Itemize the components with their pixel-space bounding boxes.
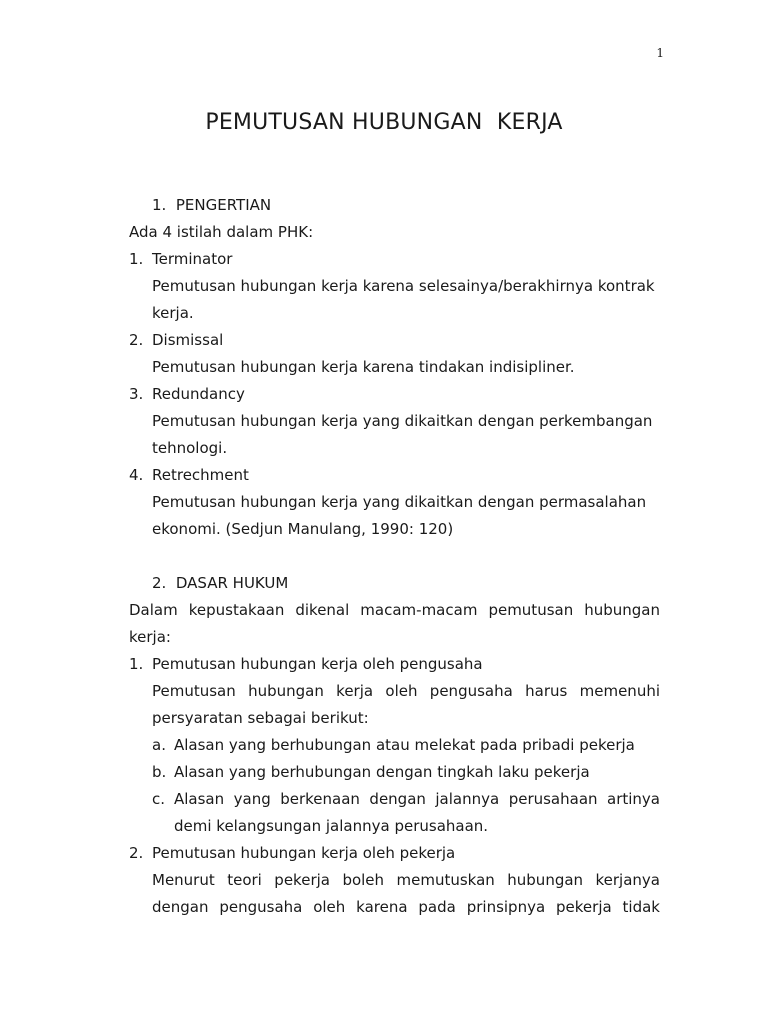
section-1-heading <box>152 195 271 215</box>
sub-item-letter: c. <box>152 790 166 808</box>
list-item-description: Pemutusan hubungan kerja karena tindakan indisipliner. <box>152 358 575 376</box>
list-item-term: Terminator <box>152 250 233 268</box>
list-item-description: Pemutusan hubungan kerja karena selesainya/berakhirnya kontrak <box>152 277 655 295</box>
sub-item-letter: a. <box>152 736 166 754</box>
list-item-term: Retrechment <box>152 466 249 484</box>
list-item-description: Pemutusan hubungan kerja yang dikaitkan dengan permasalahan <box>152 493 647 511</box>
list-item-number: 2. <box>129 844 144 862</box>
page-number: 1 <box>656 46 664 60</box>
list-item-number: 4. <box>129 466 144 484</box>
list-item-description: tehnologi. <box>152 439 228 457</box>
list-item-number: 1. <box>129 250 144 268</box>
list-item-description: Pemutusan hubungan kerja oleh pengusaha harus memenuhi <box>152 682 660 700</box>
page-title: PEMUTUSAN HUBUNGAN KERJA <box>205 110 563 135</box>
section-1-title: PENGERTIAN <box>175 196 272 214</box>
section-2-intro: kerja: <box>129 628 171 646</box>
sub-item-text: Alasan yang berhubungan atau melekat pada pribadi pekerja <box>174 736 635 754</box>
section-1-number: 1. <box>152 196 167 214</box>
list-item-description: persyaratan sebagai berikut: <box>152 709 369 727</box>
section-2-number: 2. <box>152 574 167 592</box>
sub-item-text: Alasan yang berhubungan dengan tingkah laku pekerja <box>174 763 590 781</box>
list-item-description: Menurut teori pekerja boleh memutuskan hubungan kerjanya <box>152 871 660 889</box>
list-item-description: ekonomi. (Sedjun Manulang, 1990: 120) <box>152 520 454 538</box>
list-item-description: dengan pengusaha oleh karena pada prinsipnya pekerja tidak <box>152 898 660 916</box>
list-item-number: 1. <box>129 655 144 673</box>
section-1-intro: Ada 4 istilah dalam PHK: <box>129 223 314 241</box>
list-item-number: 2. <box>129 331 144 349</box>
list-item-title: Pemutusan hubungan kerja oleh pengusaha <box>152 655 483 673</box>
list-item-title: Pemutusan hubungan kerja oleh pekerja <box>152 844 456 862</box>
section-2-title: DASAR HUKUM <box>175 574 289 592</box>
list-item-description: kerja. <box>152 304 194 322</box>
section-2-heading <box>152 573 288 593</box>
list-item-term: Dismissal <box>152 331 224 349</box>
section-2-intro: Dalam kepustakaan dikenal macam-macam pemutusan hubungan <box>129 601 660 619</box>
sub-item-letter: b. <box>152 763 167 781</box>
list-item-description: Pemutusan hubungan kerja yang dikaitkan dengan perkembangan <box>152 412 653 430</box>
sub-item-text: Alasan yang berkenaan dengan jalannya perusahaan artinya <box>174 790 660 808</box>
list-item-number: 3. <box>129 385 144 403</box>
list-item-term: Redundancy <box>152 385 245 403</box>
sub-item-text: demi kelangsungan jalannya perusahaan. <box>174 817 489 835</box>
